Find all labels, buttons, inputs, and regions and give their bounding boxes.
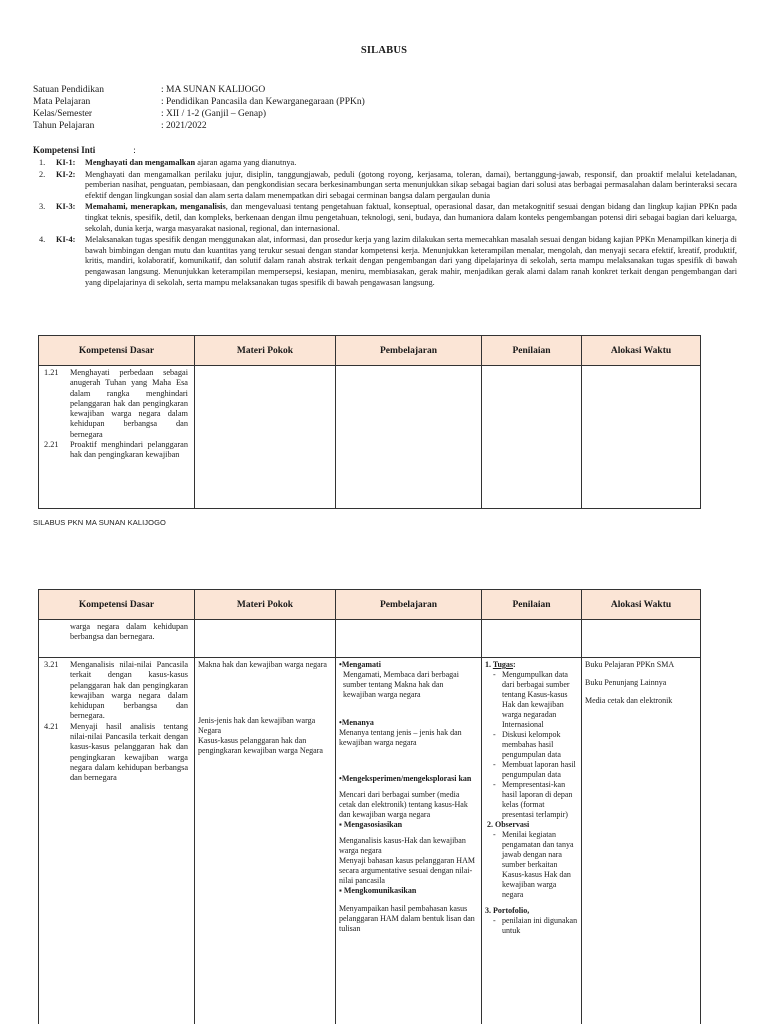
assessment-label: Tugas <box>492 660 514 669</box>
assessment-label: Observasi <box>495 820 530 829</box>
meta-value: : XII / 1-2 (Ganjil – Genap) <box>161 109 266 119</box>
col-pembelajaran: Pembelajaran <box>336 336 482 366</box>
ki-list <box>33 158 737 289</box>
step-head-text: Mengkomunikasikan <box>343 886 417 895</box>
assessment-head: 3. Portofolio, <box>485 906 530 915</box>
ki-label-text: KI-4 <box>56 235 73 245</box>
doc-title: SILABUS <box>360 45 408 56</box>
ki-text <box>85 202 737 234</box>
assessment-item-text: Membuat laporan hasil pengumpulan data <box>502 760 576 779</box>
ki-body: , dan mengevaluasi tentang pengetahuan faktual, konseptual, operasional dasar, dan metakognitif sesuai dengan bidang dan lingkup kajian PPKn pada tingkat teknis, spesifik, detil, dan kompleks, berkenaan dengan ilmu pengetahuan, teknologi, seni, budaya, dan humaniora dalam konteks pengembangan potensi diri sebagai bagian dari keluarga, sekolah, dunia kerja, warga masyarakat nasional, regional, dan internasional. <box>85 202 737 233</box>
ki-heading-text: Kompetensi Inti <box>33 145 96 155</box>
col-alokasi-waktu: Alokasi Waktu <box>582 336 701 366</box>
meta-key: Satuan Pendidikan <box>33 85 104 95</box>
meta-value: : Pendidikan Pancasila dan Kewarganegaraan (PPKn) <box>161 97 365 107</box>
resource-item: Buku Penunjang Lainnya <box>585 678 667 687</box>
kd-item <box>42 622 191 643</box>
page-footer: SILABUS PKN MA SUNAN KALIJOGO <box>33 518 166 527</box>
ki-label-text: KI-3 <box>56 202 73 212</box>
step-head-text: Mengamati <box>341 660 381 669</box>
kd-item <box>42 722 191 784</box>
step-head-text: Mengasosiasikan <box>343 820 403 829</box>
meta-row <box>33 120 365 132</box>
kd-num: 4.21 <box>44 721 59 731</box>
materi-cell <box>195 366 336 509</box>
step-body: Mengamati, Membaca dari berbagai sumber tentang Makna hak dan kewajiban warga negara <box>343 670 459 699</box>
col-penilaian: Penilaian <box>482 336 582 366</box>
ki-item <box>33 235 737 288</box>
ki-label-text: KI-1 <box>56 158 73 167</box>
ki-bold: Memahami, menerapkan, menganalisis <box>85 202 226 212</box>
syllabus-table-page2 <box>38 589 701 1024</box>
pembelajaran-cell <box>336 658 482 1024</box>
ki-bold: Menghayati dan mengamalkan <box>85 158 196 167</box>
kd-cell <box>39 366 195 509</box>
ki-label: KI-3: <box>56 202 76 212</box>
col-materi-pokok: Materi Pokok <box>195 590 336 620</box>
step-head-text: Menanya <box>341 718 374 727</box>
materi-item: Jenis-jenis hak dan kewajiban warga Negara <box>198 716 316 735</box>
ki-label: KI-2: <box>56 169 76 179</box>
kd-num: 2.21 <box>44 440 59 450</box>
ki-text <box>85 235 737 288</box>
assessment-head: 1. Tugas: <box>485 660 516 669</box>
ki-text <box>85 170 737 202</box>
ki-num: 1. <box>39 158 46 167</box>
ki-num: 2. <box>39 169 46 179</box>
kd-carry-cell <box>39 620 195 658</box>
assessment-num: 3. <box>485 906 491 915</box>
assessment-item-text: Menilai kegiatan pengamatan dan tanya jawab dengan nara sumber berkaitan Kasus-kasus Hak dan kewajiban warga negara <box>502 830 574 899</box>
ki-heading <box>33 145 136 155</box>
col-penilaian: Penilaian <box>482 590 582 620</box>
ki-body: Menghayati dan mengamalkan perilaku jujur, disiplin, tanggungjawab, peduli (gotong royong, kerjasama, toleran, damai), bertanggung-jawab, responsif, dan proaktif melalui keteladanan, pemberian nasihat, penguatan, pembiasaan, dan pengkondisian secara berkesinambungan serta menunjukkan sikap sebagai bagian dari solusi atas berbagai permasalahan dalam berinteraksi secara efektif dengan lingkungan sosial dan alam serta dalam menempatkan diri sebagai cerminan bangsa dalam pergaulan dunia <box>85 169 737 200</box>
kd-carry-text: warga negara dalam kehidupan berbangsa dan bernegara. <box>70 622 188 642</box>
materi-item: Makna hak dan kewajiban warga negara <box>198 660 327 669</box>
col-materi-pokok: Materi Pokok <box>195 336 336 366</box>
ki-item <box>33 158 737 169</box>
assessment-item: - Mempresentasi-kan hasil laporan di depan kelas (format presentasi terlampir) <box>485 780 578 820</box>
step-body: Menanya tentang jenis – jenis hak dan kewajiban warga negara <box>339 728 462 747</box>
alokasi-cell <box>582 366 701 509</box>
col-kompetensi-dasar: Kompetensi Dasar <box>39 336 195 366</box>
col-kompetensi-dasar: Kompetensi Dasar <box>39 590 195 620</box>
col-alokasi-waktu: Alokasi Waktu <box>582 590 701 620</box>
materi-cell <box>195 658 336 1024</box>
meta-row <box>33 96 365 108</box>
step-head: •Mengamati <box>339 660 381 669</box>
ki-label-text: KI-2 <box>56 169 73 179</box>
kd-text: Menghayati perbedaan sebagai anugerah Tuhan yang Maha Esa dalam rangka menghindari pelanggaran hak dan pengingkaran kewajiban warga negara dalam kehidupan berbangsa dan bernegara <box>70 368 188 439</box>
assessment-num: 2. <box>487 820 493 829</box>
resource-item: Media cetak dan elektronik <box>585 696 673 705</box>
alokasi-cell <box>582 658 701 1024</box>
kd-num: 1.21 <box>44 368 59 377</box>
penilaian-cell <box>482 366 582 509</box>
meta-row <box>33 84 365 96</box>
meta-key: Mata Pelajaran <box>33 97 91 107</box>
assessment-item: - Membuat laporan hasil pengumpulan data <box>485 760 578 780</box>
step-head: •Menanya <box>339 718 374 727</box>
step-body: Mencari dari berbagai sumber (media cetak dan elektronik) tentang kasus-Hak dan kewajiban warga negara <box>339 790 468 819</box>
ki-body: Melaksanakan tugas spesifik dengan menggunakan alat, informasi, dan prosedur kerja yang lazim dilakukan serta memecahkan masalah sesuai dengan bidang kajian PPKn Menampilkan kinerja di bawah bimbingan dengan mutu dan kuantitas yang terukur sesuai dengan standar kompetensi kerja. Menunjukkan keterampilan menalar, mengolah, dan menyaji secara efektif, kreatif, produktif, kritis, mandiri, kolaboratif, komunikatif, dan solutif dalam ranah abstrak terkait dengan pengembangan dari yang dipelajarinya di sekolah, serta mampu melaksanakan tugas spesifik di bawah pengawasan langsung. Menunjukkan keterampilan mempersepsi, kesiapan, meniru, membiasakan, gerak mahir, menjadikan gerak alami dalam ranah konkret terkait dengan pengembangan dari yang dipelajarinya di sekolah, serta mampu melaksanakan tugas spesifik di bawah pengawasan langsung. <box>85 235 737 287</box>
ki-label: KI-4: <box>56 235 76 245</box>
step-head: ▪ Mengasosiasikan <box>339 820 403 829</box>
ki-num: 3. <box>39 202 46 212</box>
assessment-item: - Diskusi kelompok membahas hasil pengumpulan data <box>485 730 578 760</box>
kd-text: Menganalisis nilai-nilai Pancasila terkait dengan kasus-kasus pelanggaran hak dan pengingkaran kewajiban warga negara dalam kehidupan berbangsa dan bernegara. <box>70 660 188 721</box>
pembelajaran-cell <box>336 366 482 509</box>
ki-num: 4. <box>39 235 46 245</box>
meta-value: : MA SUNAN KALIJOGO <box>161 85 266 95</box>
resource-item: Buku Pelajaran PPKn SMA <box>585 660 675 669</box>
assessment-item: - Mengumpulkan data dari berbagai sumber tentang Kasus-kasus Hak dan kewajiban warga negaradan Internasional <box>485 670 578 730</box>
kd-cell <box>39 658 195 1024</box>
col-pembelajaran: Pembelajaran <box>336 590 482 620</box>
assessment-item-text: Mengumpulkan data dari berbagai sumber tentang Kasus-kasus Hak dan kewajiban warga negaradan Internasional <box>502 670 570 729</box>
step-body: Menganalisis kasus-Hak dan kewajiban warga negara Menyaji bahasan kasus pelanggaran HAM secara argumentative sesuai dengan nilai-nilai pancasila <box>339 836 475 885</box>
ki-item <box>33 202 737 234</box>
ki-heading-colon: : <box>133 145 136 155</box>
ki-text <box>85 158 737 169</box>
penilaian-cell <box>482 658 582 1024</box>
kd-num: 3.21 <box>44 660 59 669</box>
table-header-row <box>39 336 701 366</box>
step-head: •Mengeksperimen/mengeksplorasi kan <box>339 774 472 783</box>
step-body: Menyampaikan hasil pembahasan kasus pelanggaran HAM dalam bentuk lisan dan tulisan <box>339 904 475 933</box>
kd-item <box>42 660 191 722</box>
assessment-item: - penilaian ini digunakan untuk <box>493 916 578 935</box>
assessment-item-text: penilaian ini digunakan untuk <box>502 916 578 935</box>
table-row <box>39 620 701 658</box>
kd-item <box>42 440 191 461</box>
assessment-item: - Menilai kegiatan pengamatan dan tanya jawab dengan nara sumber berkaitan Kasus-kasus Hak dan kewajiban warga negara <box>485 830 578 900</box>
meta-row <box>33 108 365 120</box>
materi-item: Kasus-kasus pelanggaran hak dan pengingkaran kewajiban warga Negara <box>198 736 323 755</box>
kd-item <box>42 368 191 440</box>
meta-key: Tahun Pelajaran <box>33 121 95 131</box>
table-header-row <box>39 590 701 620</box>
table-row <box>39 658 701 1024</box>
assessment-num: 1. <box>485 660 491 669</box>
syllabus-table-page1 <box>38 335 701 509</box>
meta-key: Kelas/Semester <box>33 109 93 119</box>
kd-text: Menyaji hasil analisis tentang nilai-nilai Pancasila terkait dengan kasus-kasus pelanggaran hak dan pengingkaran kewajiban warga negara dalam kehidupan berbangsa dan bernegara <box>70 721 188 783</box>
meta-value: : 2021/2022 <box>161 121 207 131</box>
table-row <box>39 366 701 509</box>
step-head: ▪ Mengkomunikasikan <box>339 886 417 895</box>
identity-block <box>33 84 365 132</box>
ki-item <box>33 170 737 202</box>
kd-text: Proaktif menghindari pelanggaran hak dan pengingkaran kewajiban <box>70 440 188 460</box>
assessment-item-text: Diskusi kelompok membahas hasil pengumpulan data <box>502 730 561 759</box>
ki-label: KI-1: <box>56 158 76 167</box>
ki-body: ajaran agama yang dianutnya. <box>195 158 297 167</box>
assessment-head <box>485 820 578 830</box>
assessment-item-text: Mempresentasi-kan hasil laporan di depan kelas (format presentasi terlampir) <box>502 780 573 819</box>
assessment-label: Portofolio <box>493 906 528 915</box>
step-head-text: Mengeksperimen/mengeksplorasi kan <box>341 774 472 783</box>
